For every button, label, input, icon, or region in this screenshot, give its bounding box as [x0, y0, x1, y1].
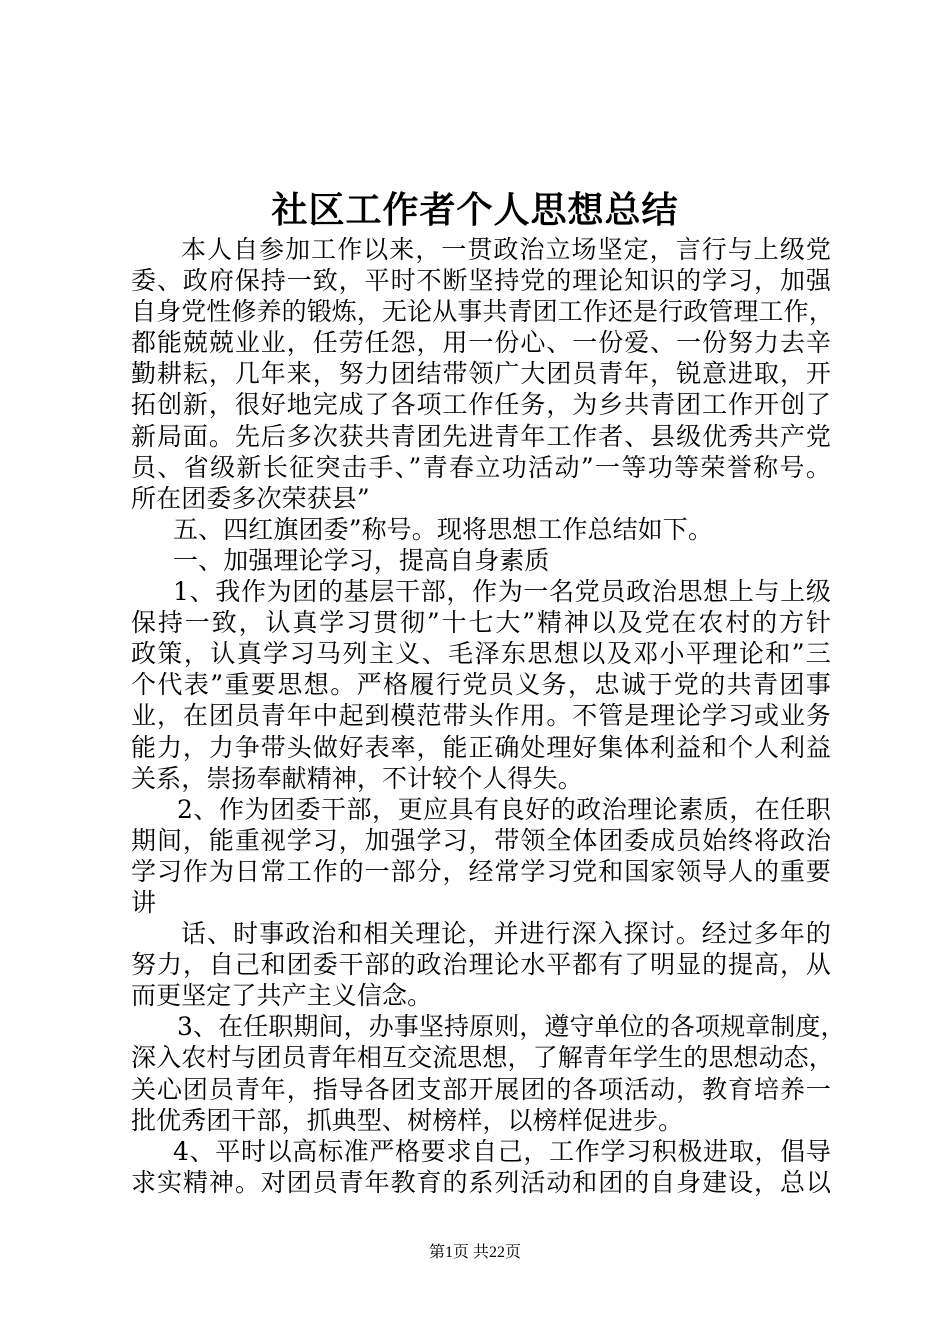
document-line: 所在团委多次荣获县”	[131, 483, 370, 513]
document-body	[131, 234, 846, 1198]
document-line: 关系，崇扬奉献精神，不计较个人得失。	[131, 763, 583, 793]
document-line: 个代表”重要思想。严格履行党员义务，忠诚于党的共青团事	[131, 670, 831, 700]
document-line: 政策，认真学习马列主义、毛泽东思想以及邓小平理论和”三	[131, 639, 831, 669]
document-line: 期间，能重视学习，加强学习，带领全体团委成员始终将政治	[131, 825, 831, 855]
document-line: 能力，力争带头做好表率，能正确处理好集体利益和个人利益	[131, 732, 831, 762]
document-line: 委、政府保持一致，平时不断坚持党的理论知识的学习，加强	[131, 266, 831, 296]
document-line: 学习作为日常工作的一部分，经常学习党和国家领导人的重要	[131, 856, 831, 886]
document-line: 关心团员青年，指导各团支部开展团的各项活动，教育培养一	[131, 1074, 831, 1104]
document-line: 讲	[131, 887, 157, 917]
document-line: 3、在任职期间，办事坚持原则，遵守单位的各项规章制度，	[177, 1012, 846, 1042]
document-line: 本人自参加工作以来，一贯政治立场坚定，言行与上级党	[181, 235, 831, 264]
document-line: 1、我作为团的基层干部，作为一名党员政治思想上与上级	[173, 577, 831, 607]
document-line: 4、平时以高标准严格要求自己，工作学习积极进取，倡导	[173, 1136, 831, 1166]
document-line: 自身党性修养的锻炼，无论从事共青团工作还是行政管理工作，	[131, 297, 834, 327]
document-line: 员、省级新长征突击手、”青春立功活动”一等功等荣誉称号。	[131, 452, 831, 482]
document-line: 求实精神。对团员青年教育的系列活动和团的自身建设，总以	[131, 1167, 831, 1197]
document-line: 深入农村与团员青年相互交流思想，了解青年学生的思想动态，	[131, 1043, 834, 1073]
page-indicator: 第1页 共22页	[428, 1244, 521, 1261]
document-line: 五、四红旗团委”称号。现将思想工作总结如下。	[173, 514, 713, 544]
document-line: 一、加强理论学习，提高自身素质	[173, 545, 550, 575]
document-line: 努力，自己和团委干部的政治理论水平都有了明显的提高，从	[131, 950, 831, 980]
document-line: 2、作为团委干部，更应具有良好的政治理论素质，在任职	[177, 794, 831, 824]
document-line: 话、时事政治和相关理论，并进行深入探讨。经过多年的	[181, 919, 831, 949]
document-line: 批优秀团干部，抓典型、树榜样，以榜样促进步。	[131, 1105, 684, 1135]
document-line: 而更坚定了共产主义信念。	[131, 981, 433, 1011]
document-line: 都能兢兢业业，任劳任怨，用一份心、一份爱、一份努力去辛	[131, 328, 831, 358]
document-line: 勤耕耘，几年来，努力团结带领广大团员青年，锐意进取，开	[131, 359, 831, 389]
document-title: 社区工作者个人思想总结	[271, 189, 679, 231]
document-line: 新局面。先后多次获共青团先进青年工作者、县级优秀共产党	[131, 421, 831, 451]
document-line: 保持一致，认真学习贯彻”十七大”精神以及党在农村的方针	[131, 608, 831, 638]
document-line: 业，在团员青年中起到模范带头作用。不管是理论学习或业务	[131, 701, 831, 731]
document-line: 拓创新，很好地完成了各项工作任务，为乡共青团工作开创了	[131, 390, 831, 420]
